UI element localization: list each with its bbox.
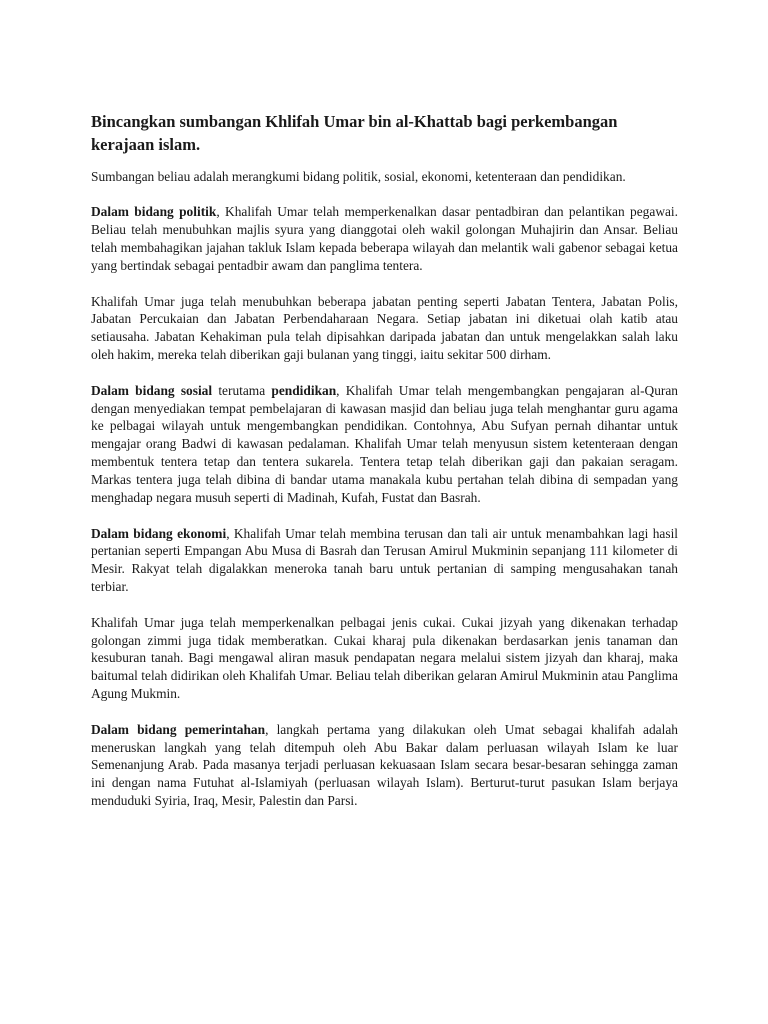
ekonomi-text: , Khalifah Umar telah membina terusan dan tali air untuk menambahkan lagi hasil pertanian seperti Empangan Abu Musa di Basrah dan Terusan Amirul Mukminin sepanjang 111 kilometer di Mesir. Rakyat telah digalakkan meneroka tanah baru untuk pertanian di samping mengusahakan tanah terbiar. [91,525,679,595]
jabatan-paragraph: Khalifah Umar juga telah menubuhkan beberapa jabatan penting seperti Jabatan Tentera, Jabatan Polis, Jabatan Percukaian dan Jabatan Perbendaharaan Negara. Setiap jabatan ini diketuai olah katib atau setiausaha. Jabatan Kehakiman pula telah dipisahkan daripada jabatan dan untuk mengelakkan salah laku oleh hakim, mereka telah diberikan gaji bulanan yang tinggi, iaitu sekitar 500 dirham. [91,293,678,363]
pemerintahan-text: , langkah pertama yang dilakukan oleh Umat sebagai khalifah adalah meneruskan langkah yang telah ditempuh oleh Abu Bakar dalam perluasan wilayah Islam ke luar Semenanjung Arab. Pada masanya terjadi perluasan kekuasaan Islam secara besar-besaran sehingga zaman ini dengan nama Futuhat al-Islamiyah (perluasan wilayah Islam). Berturut-turut pasukan Islam berjaya menduduki Syiria, Iraq, Mesir, Palestin dan Parsi. [91,721,678,809]
ekonomi-paragraph [91,525,678,597]
politik-text: , Khalifah Umar telah memperkenalkan dasar pentadbiran dan pelantikan pegawai. Beliau telah menubuhkan majlis syura yang dianggotai oleh wakil golongan Muhajirin dan Ansar. Beliau telah membahagikan jajahan takluk Islam kepada beberapa wilayah dan melantik wali gabenor sebagai ketua yang bertindak sebagai pentadbir awam dan panglima tentera. [91,204,678,274]
pemerintahan-lead: Dalam bidang pemerintahan [91,721,266,737]
pemerintahan-paragraph [91,721,678,811]
politik-lead: Dalam bidang politik [91,204,217,220]
pendidikan-lead: pendidikan [271,382,337,398]
document-body [91,110,678,828]
ekonomi-lead: Dalam bidang ekonomi [91,525,227,541]
intro-paragraph: Sumbangan beliau adalah merangkumi bidang politik, sosial, ekonomi, ketenteraan dan pendidikan. [91,169,626,184]
document-title: Bincangkan sumbangan Khlifah Umar bin al-Khattab bagi perkembangan kerajaan islam. [91,112,618,154]
sosial-paragraph [91,382,678,507]
cukai-paragraph: Khalifah Umar juga telah memperkenalkan pelbagai jenis cukai. Cukai jizyah yang dikenakan terhadap golongan zimmi juga tidak memberatkan. Cukai kharaj pula dikenakan berdasarkan jenis tanaman dan kesuburan tanah. Bagi mengawal aliran masuk pendapatan negara melalui sistem jizyah dan kharaj, maka baitumal telah didirikan oleh Khalifah Umar. Beliau telah diberikan gelaran Amirul Mukminin atau Panglima Agung Mukmin. [91,614,678,702]
sosial-mid: terutama [212,382,272,398]
politik-paragraph [91,203,678,275]
sosial-lead: Dalam bidang sosial [91,382,213,398]
sosial-text: , Khalifah Umar telah mengembangkan pengajaran al-Quran dengan menyediakan tempat pembelajaran di kawasan masjid dan beliau juga telah menghantar guru agama ke pelbagai wilayah untuk mengembangkan pendidikan. Contohnya, Abu Sufyan pernah dihantar untuk mengajar orang Badwi di kawasan pedalaman. Khalifah Umar telah menyusun sistem ketenteraan dengan membentuk tentera tetap dan tentera sukarela. Tentera tetap telah diberikan gaji dan pakaian seragam. Markas tentera juga telah dibina di bandar utama manakala kubu pertahan telah dibina di sempadan yang menghadap negara musuh seperti di Madinah, Kufah, Fustat dan Basrah. [91,382,678,506]
